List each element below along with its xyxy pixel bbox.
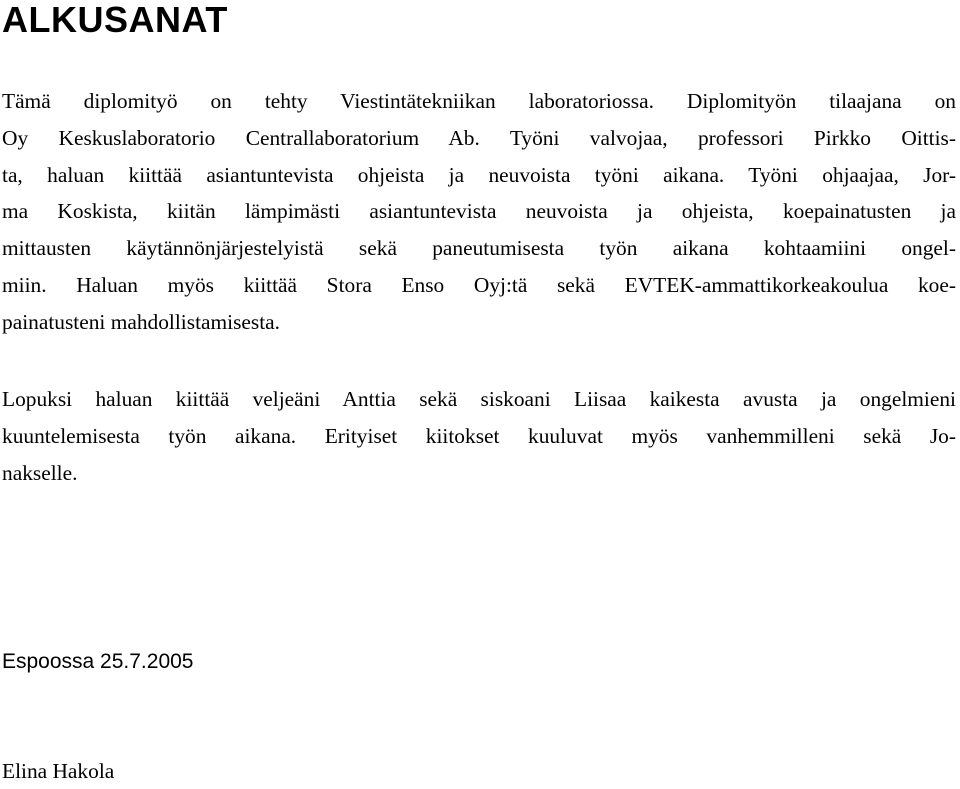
text-line: nakselle. <box>2 460 78 485</box>
author-signature: Elina Hakola <box>2 759 115 783</box>
text-line: miin. Haluan myös kiittää Stora Enso Oyj:tä sekä EVTEK-ammattikorkeakoulua koe- <box>2 272 956 297</box>
page-title: ALKUSANAT <box>2 0 228 40</box>
paragraph-acknowledgements <box>2 83 956 341</box>
place-and-date: Espoossa 25.7.2005 <box>2 650 194 673</box>
text-line: mittausten käytännönjärjestelyistä sekä paneutumisesta työn aikana kohtaamiini ongel- <box>2 236 956 261</box>
paragraph-family-thanks <box>2 381 956 491</box>
text-line: kuuntelemisesta työn aikana. Erityiset kiitokset kuuluvat myös vanhemmilleni sekä Jo- <box>2 423 956 448</box>
text-line: ma Koskista, kiitän lämpimästi asiantuntevista neuvoista ja ohjeista, koepainatusten ja <box>2 199 956 224</box>
text-line: painatusteni mahdollistamisesta. <box>2 309 281 334</box>
text-line: Oy Keskuslaboratorio Centrallaboratorium Ab. Työni valvojaa, professori Pirkko Oittis- <box>2 125 956 150</box>
text-line: Tämä diplomityö on tehty Viestintätekniikan laboratoriossa. Diplomityön tilaajana on <box>2 89 956 113</box>
text-line: ta, haluan kiittää asiantuntevista ohjeista ja neuvoista työni aikana. Työni ohjaajaa, Jor- <box>2 162 956 187</box>
text-line: Lopuksi haluan kiittää veljeäni Anttia sekä siskoani Liisaa kaikesta avusta ja ongelmieni <box>2 387 956 411</box>
